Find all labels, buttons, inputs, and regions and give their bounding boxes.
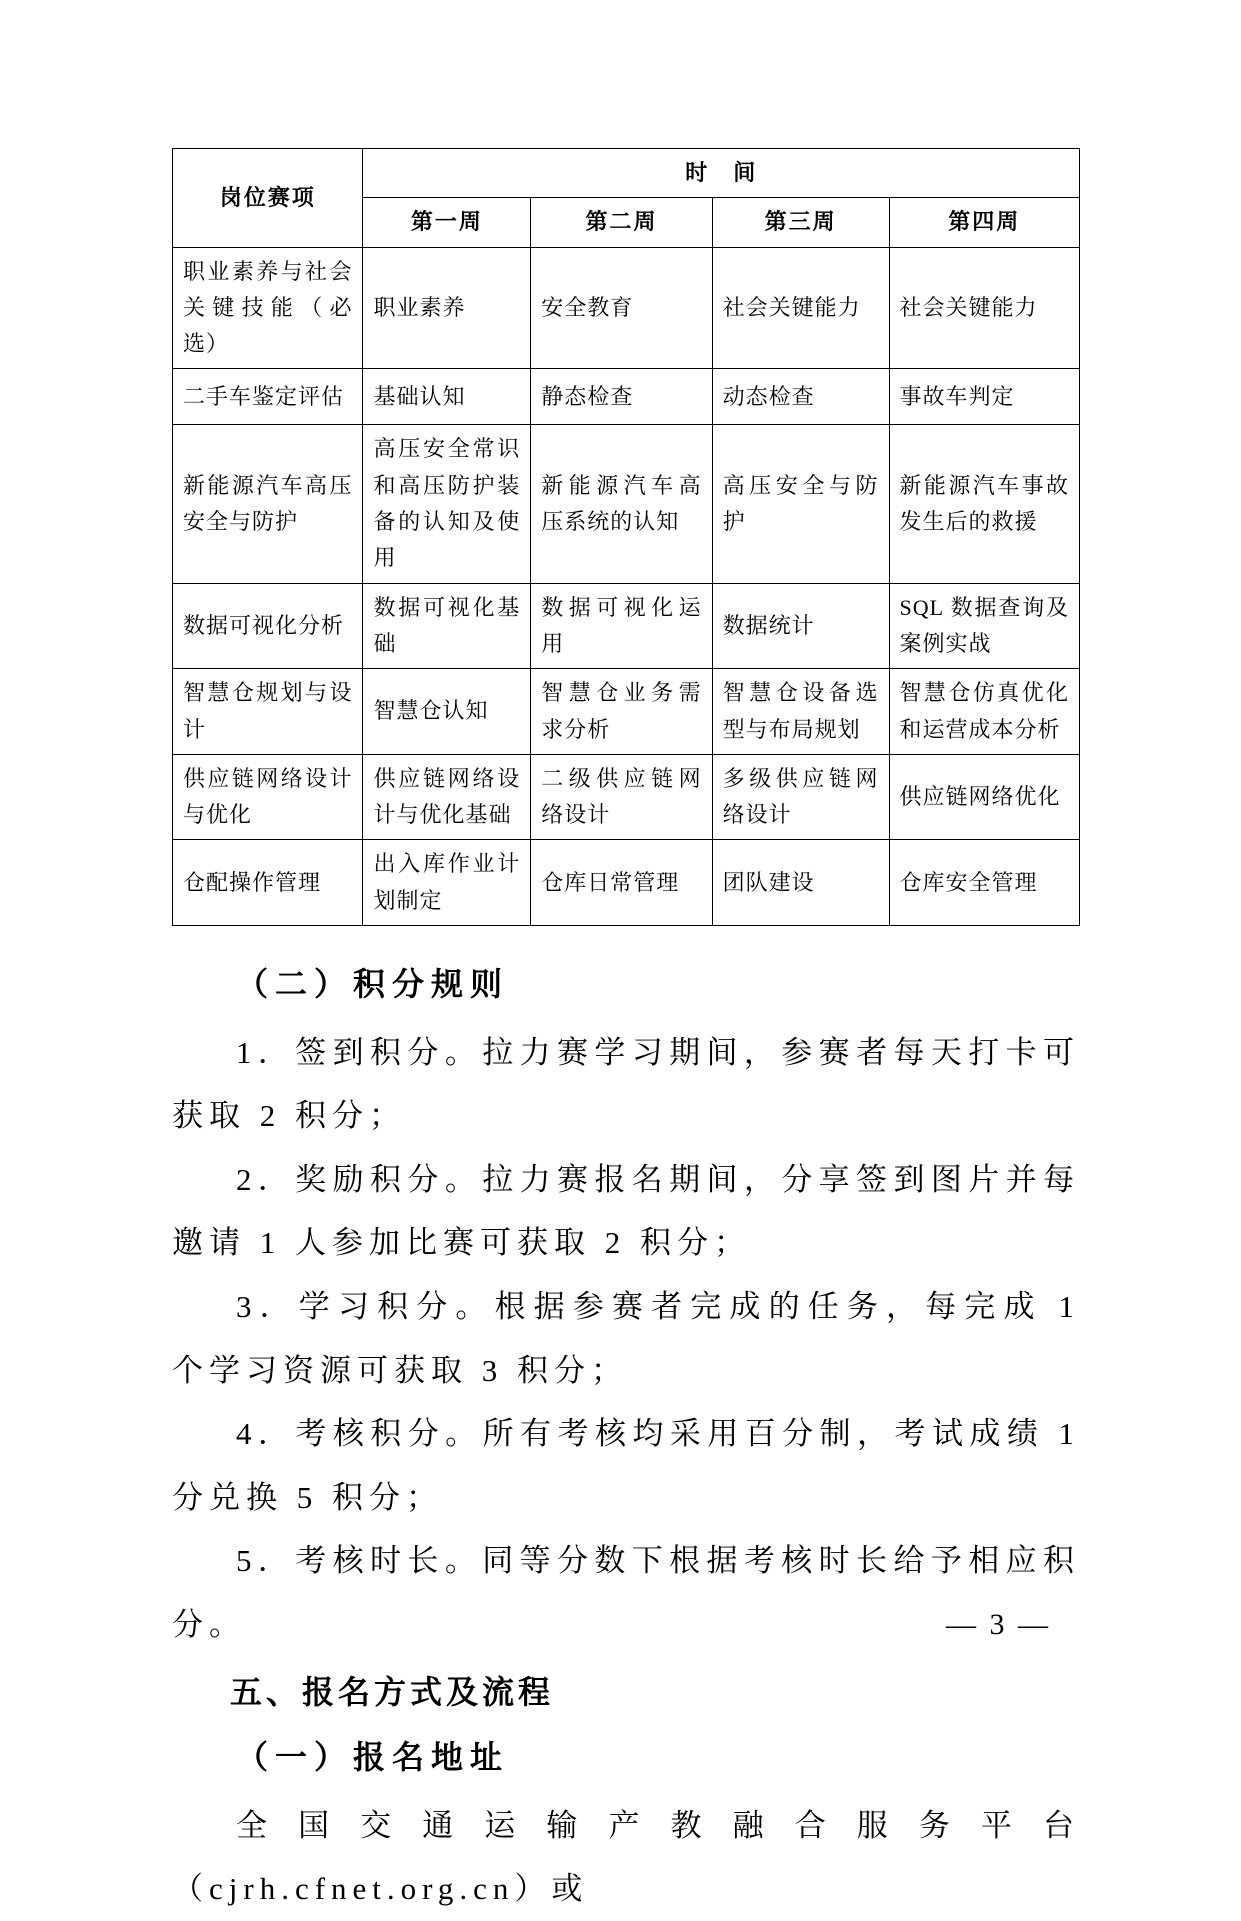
table-cell: 供应链网络设计与优化基础 [363,754,531,840]
rule-paragraph-2: 2．奖励积分。拉力赛报名期间，分享签到图片并每邀请 1 人参加比赛可获取 2 积分； [172,1161,1080,1261]
schedule-table [172,148,1080,926]
table-cell: 智慧仓业务需求分析 [531,669,712,755]
table-cell: 基础认知 [363,369,531,425]
table-cell: 智慧仓认知 [363,669,531,755]
table-row [173,669,1080,755]
table-cell: 职业素养 [363,247,531,369]
table-cell: 数据可视化运用 [531,583,712,669]
table-cell: 仓库安全管理 [889,840,1080,926]
table-cell: SQL 数据查询及案例实战 [889,583,1080,669]
table-cell: 仓库日常管理 [531,840,712,926]
table-cell: 社会关键能力 [889,247,1080,369]
table-cell: 动态检查 [712,369,889,425]
table-cell: 高压安全与防护 [712,425,889,583]
table-header-row [173,149,1080,198]
header-week-3: 第三周 [712,198,889,247]
table-row [173,840,1080,926]
score-rules-heading: （二）积分规则 [236,966,510,1003]
table-row [173,247,1080,369]
table-cell: 职业素养与社会关键技能（必选） [173,247,363,369]
table-row [173,583,1080,669]
table-cell: 新能源汽车高压安全与防护 [173,425,363,583]
rule-paragraph-4: 4．考核积分。所有考核均采用百分制，考试成绩 1 分兑换 5 积分； [172,1416,1080,1515]
table-cell: 安全教育 [531,247,712,369]
rule-paragraph-5: 5．考核时长。同等分数下根据考核时长给予相应积分。 [172,1543,1080,1642]
table-cell: 新能源汽车高压系统的认知 [531,425,712,583]
signup-address-heading: （一）报名地址 [236,1739,510,1776]
table-cell: 事故车判定 [889,369,1080,425]
table-cell: 新能源汽车事故发生后的救援 [889,425,1080,583]
header-position-event: 岗位赛项 [173,149,363,248]
table-row [173,369,1080,425]
signup-section-heading: 五、报名方式及流程 [230,1674,555,1711]
table-cell: 静态检查 [531,369,712,425]
table-cell: 高压安全常识和高压防护装备的认知及使用 [363,425,531,583]
table-cell: 数据可视化分析 [173,583,363,669]
body-text [172,954,1080,1921]
table-cell: 二手车鉴定评估 [173,369,363,425]
table-cell: 社会关键能力 [712,247,889,369]
header-week-4: 第四周 [889,198,1080,247]
table-row [173,754,1080,840]
header-week-2: 第二周 [531,198,712,247]
signup-address-text: 全国交通运输产教融合服务平台（cjrh.cfnet.org.cn）或 [172,1807,1080,1907]
table-cell: 智慧仓规划与设计 [173,669,363,755]
table-cell: 多级供应链网络设计 [712,754,889,840]
table-cell: 仓配操作管理 [173,840,363,926]
page-number: — 3 — [946,1608,1051,1641]
table-row [173,425,1080,583]
document-content [172,148,1080,1921]
table-cell: 数据可视化基础 [363,583,531,669]
header-week-1: 第一周 [363,198,531,247]
table-cell: 团队建设 [712,840,889,926]
table-cell: 智慧仓设备选型与布局规划 [712,669,889,755]
rule-paragraph-1: 1．签到积分。拉力赛学习期间，参赛者每天打卡可获取 2 积分； [172,1034,1080,1134]
table-cell: 出入库作业计划制定 [363,840,531,926]
rule-paragraph-3: 3．学习积分。根据参赛者完成的任务，每完成 1 个学习资源可获取 3 积分； [172,1289,1080,1388]
table-cell: 智慧仓仿真优化和运营成本分析 [889,669,1080,755]
table-cell: 数据统计 [712,583,889,669]
table-cell: 供应链网络设计与优化 [173,754,363,840]
table-cell: 二级供应链网络设计 [531,754,712,840]
table-cell: 供应链网络优化 [889,754,1080,840]
header-time: 时 间 [363,149,1080,198]
